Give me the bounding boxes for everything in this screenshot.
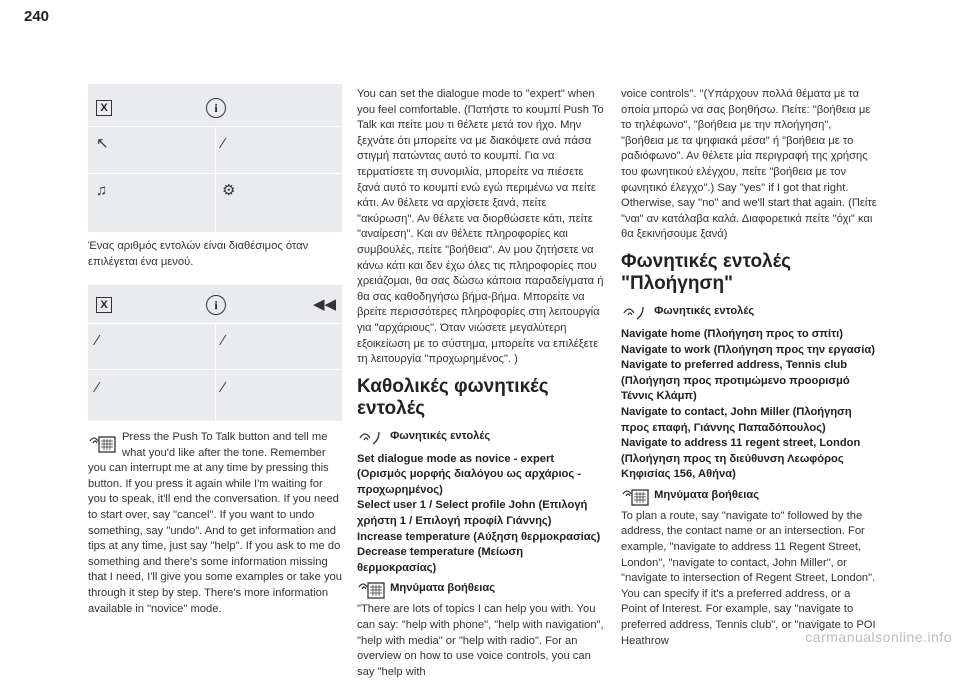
menu-screen-panel-1 bbox=[88, 84, 342, 232]
phone-icon: ⁄ bbox=[96, 332, 99, 349]
page-number: 240 bbox=[24, 8, 50, 25]
navigation-help-text: To plan a route, say "navigate to" followed by the address, the contact name or an intersection. For example, "navigate to address 11 Regent Street, London", "navigate to contact, John Miller", or "navigate to intersection of Regent Street, London". You can specify if it's a preferred address, or a Point of Interest. For example, say "navigate to preferred address, Tennis club", or "navigate to POI Heathrow bbox=[621, 509, 876, 647]
info-icon: i bbox=[206, 295, 226, 315]
dialogue-mode-paragraph: You can set the dialogue mode to "expert" when you feel comfortable. (Πατήστε το κουμπί Push To Talk και πείτε μου τι θέλετε μετά τον ήχο. Μην ξεχνάτε ότι μπορείτε να με διακόψετε ανά πάσα στιγμή πατώντας αυτό το κουμπί. Για να τερματίσετε τη συνομιλία, μπορείτε να πιέσετε ξανά αυτό το κουμπί ενώ εγώ περιμένω να πείτε κάτι. Αν θέλετε να αρχίσετε ξανά, πείτε "ακύρωση". Αν θέλετε να διορθώσετε κάτι, πείτε "αναίρεση". Και αν θέλετε πληροφορίες και συμβουλές, πείτε "βοήθεια". Αν μου ζητήσετε να κάνω κάτι και δεν έχω όλες τις πληροφορίες που χρειάζομαι, θα σας δώσω κάποια παραδείγματα ή θα σας καθοδηγήσω βήμα-βήμα. Μπορείτε να βρείτε περισσότερες πληροφορίες στη λειτουργία για "αρχάριους". Όταν νιώσετε μεγαλύτερη εξοικείωση με το σύστημα, μπορείτε να επιλέξετε τη λειτουργία "προχωρημένος". ) bbox=[357, 88, 604, 366]
help-messages-subheading: Μηνύματα βοήθειας bbox=[357, 578, 605, 600]
navigation-commands-heading: Φωνητικές εντολές "Πλοήγηση" bbox=[621, 250, 792, 294]
help-messages-subheading: Μηνύματα βοήθειας bbox=[621, 485, 877, 507]
voice-command-icon bbox=[357, 426, 387, 448]
voice-commands-subheading: Φωνητικές εντολές bbox=[621, 301, 877, 323]
help-message-continued: voice controls". "(Υπάρχουν πολλά θέματα με τα οποία μπορώ να σας βοηθήσω. Πείτε: "βοήθεια με το τηλέφωνο", "βοήθεια με την πλοήγηση", "βοήθεια με τα ψηφιακά μέσα" ή "βοήθεια με το ραδιόφωνο". Αν θέλετε μία περιγραφή της χρήσης του φωνητικού ελέγχου, πείτε "βοήθεια με τον φωνητικό έλεγχο".) Say "yes" if I got that right. Otherwise, say "no" and we'll start that again. (Πείτε "ναι" αν κατάλαβα καλά. Διαφορετικά πείτε "όχι" και θα ξεκινήσουμε ξανά) bbox=[621, 88, 877, 241]
phone-icon: ⁄ bbox=[222, 332, 225, 349]
close-box-icon: X bbox=[96, 100, 112, 116]
column-2 bbox=[357, 87, 605, 682]
push-to-talk-paragraph: Press the Push To Talk button and tell me what you'd like after the tone. Remember you can interrupt me at any time by pressing this button. If you press it again while I'm waiting for you to speak, it'll end the conversation. If you need to start over, say "cancel". If you want to undo something, say "undo". And to get information and tips at any time, just say "help". If you ask to me do something and there's some information missing that I need, I'll give you some examples or take you through it step by step. There's more information available in "novice" mode. bbox=[88, 431, 342, 615]
settings-gear-icon: ⚙ bbox=[222, 182, 236, 199]
panel-caption: Ένας αριθμός εντολών είναι διαθέσιμος όταν επιλέγεται ένα μενού. bbox=[88, 240, 309, 268]
phone-icon: ⁄ bbox=[96, 379, 99, 396]
info-icon: i bbox=[206, 98, 226, 118]
voice-commands-subheading: Φωνητικές εντολές bbox=[357, 426, 605, 448]
universal-commands-list: Set dialogue mode as novice - expert (Ορισμός μορφής διαλόγου ως αρχάριος - προχωρημένος) Select user 1 / Select profile John (Επιλογή χρήστη 1 / Επιλογή προφίλ Γιάννης) Increase temperature (Αύξηση θερμοκρασίας) Decrease temperature (Μείωση θερμοκρασίας) bbox=[357, 452, 601, 574]
column-3 bbox=[621, 87, 877, 651]
navigation-commands-list: Navigate home (Πλοήγηση προς το σπίτι) Navigate to work (Πλοήγηση προς την εργασία) Navigate to preferred address, Tennis club (Πλοήγηση προς προτιμώμενο προορισμό Τέννις Κλάμπ) Navigate to contact, John Miller (Πλοήγηση προς επαφή, Γιάννης Παπαδόπουλος) Navigate to address 11 regent street, London (Πλοήγηση προς τη διεύθυνση Λεωφόρος Κηφισίας 156, Αθήνα) bbox=[621, 327, 875, 481]
voice-command-icon bbox=[621, 301, 651, 323]
help-message-text: "There are lots of topics I can help you with. You can say: "help with phone", "help with navigation", "help with media" or "help with radio". For an overview on how to use voice controls, you can say "help with bbox=[357, 603, 604, 678]
voice-keypad-icon bbox=[621, 485, 651, 507]
music-note-icon: ♫ bbox=[96, 182, 108, 199]
navigation-arrow-icon: ↖ bbox=[96, 135, 109, 152]
voice-keypad-icon bbox=[88, 432, 118, 454]
menu-screen-panel-2 bbox=[88, 285, 342, 421]
universal-commands-heading: Καθολικές φωνητικές εντολές bbox=[357, 375, 549, 419]
rewind-back-icon: ◀◀ bbox=[313, 296, 337, 313]
phone-icon: ⁄ bbox=[222, 135, 225, 152]
watermark: carmanualsonline.info bbox=[805, 629, 952, 645]
phone-icon: ⁄ bbox=[222, 379, 225, 396]
voice-keypad-icon bbox=[357, 578, 387, 600]
close-box-icon: X bbox=[96, 297, 112, 313]
